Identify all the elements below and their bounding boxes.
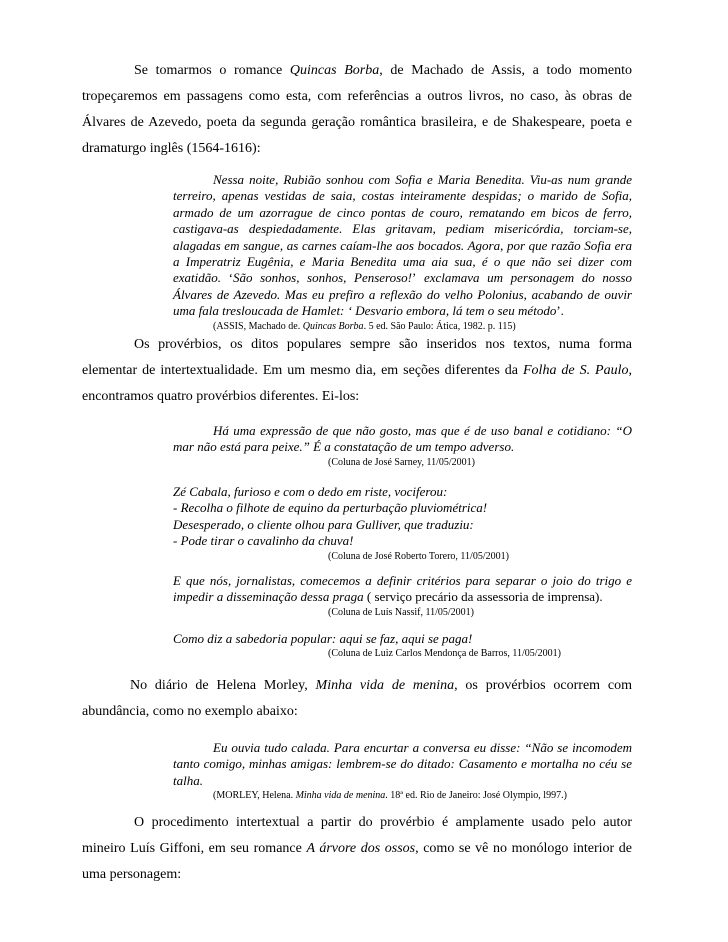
q6-citation-title: Minha vida de menina (295, 790, 386, 802)
q4-text: E que nós, jornalistas, comecemos a definir critérios para separar o joio do trigo e impedir a disseminação dessa praga (173, 573, 632, 605)
p1-text-after: , de Machado de Assis, a todo momento tropeçaremos em passagens como esta, com referências a outros livros, no caso, às obras de Álvares de Azevedo, poeta da segunda geração romântica brasileira, e de Shakespeare, poeta e dramaturgo inglês (1564-1616): (82, 63, 632, 156)
p4-text-before: O procedimento intertextual a partir do provérbio é amplamente usado pelo autor mineiro Luís Giffoni, em seu romance (82, 815, 632, 856)
paragraph-3 (82, 673, 632, 725)
q3-line: - Pode tirar o cavalinho da chuva! (173, 533, 354, 549)
q1-text: Nessa noite, Rubião sonhou com Sofia e Maria Benedita. Viu-as num grande terreiro, apenas vestidas de saia, costas inteiramente despidas; o marido de Sofia, armado de um azorrague de cinco pontas de couro, rematando em bicos de ferro, castigava-as despiedadamente. Elas gritavam, pediam misericórdia, torciam-se, alagadas em sangue, as carnes caíam-lhe aos bocados. Agora, por que razão Sofia era a Imperatriz Eugênia, e Maria Benedita uma aia sua, é o que não sei dizer com exatidão. (173, 172, 632, 286)
q3-line: Desesperado, o cliente olhou para Gulliver, que traduziu: (173, 516, 474, 532)
quote-sarney (173, 423, 632, 470)
q6-text: Eu ouvia tudo calada. Para encurtar a conversa eu disse: “Não se incomodem tanto comigo, minhas amigas: lembrem-se do ditado: Casamento e mortalha no céu se talha. (173, 740, 632, 788)
q5-citation: (Coluna de Luiz Carlos Mendonça de Barros, 11/05/2001) (328, 648, 561, 660)
p1-text-before: Se tomarmos o romance (134, 63, 290, 78)
q5-text: Como diz a sabedoria popular: aqui se faz, aqui se paga! (173, 631, 473, 646)
q4-citation: (Coluna de Luís Nassif, 11/05/2001) (328, 606, 475, 618)
p3-text-after: , os provérbios ocorrem com abundância, como no exemplo abaixo: (82, 678, 632, 719)
p2-text-before: Os provérbios, os ditos populares sempre são inseridos nos textos, numa forma elementar de intertextualidade. Em um mesmo dia, em seções diferentes da (82, 337, 632, 378)
q4-text-plain: ( serviço precário da assessoria de imprensa). (363, 589, 603, 605)
q1-quote-open: ‘ (228, 270, 233, 286)
q3-citation: (Coluna de José Roberto Torero, 11/05/2001) (328, 550, 509, 562)
q6-citation-before: (MORLEY, Helena. (213, 790, 296, 802)
quote-torero (173, 484, 632, 564)
q1-text-end: ’. (556, 303, 564, 319)
p4-text-after: , como se vê no monólogo interior de uma personagem: (82, 841, 632, 882)
quote-morley (173, 740, 632, 803)
p4-title-arvore: A árvore dos ossos (306, 841, 416, 856)
quote-mendonca (173, 631, 632, 661)
q2-citation: (Coluna de José Sarney, 11/05/2001) (328, 456, 476, 468)
quote-quincas-borba (173, 172, 632, 334)
q1-quoted-text: São sonhos, sonhos, Penseroso! (232, 270, 413, 286)
p3-text-before: No diário de Helena Morley, (130, 678, 316, 693)
q1-citation-title: Quincas Borba (302, 320, 364, 332)
q1-citation-before: (ASSIS, Machado de. (213, 320, 303, 332)
q6-citation-after: . 18ª ed. Rio de Janeiro: José Olympio, l997.) (385, 790, 567, 802)
paragraph-1 (82, 58, 632, 162)
q1-citation-after: . 5 ed. São Paulo: Ática, 1982. p. 115) (363, 320, 516, 332)
p3-title-minha-vida: Minha vida de menina (315, 678, 455, 693)
p2-text-after: , encontramos quatro provérbios diferentes. Ei-los: (82, 363, 632, 404)
q2-text: Há uma expressão de que não gosto, mas que é de uso banal e cotidiano: “O mar não está para peixe.” É a constatação de um tempo adverso. (173, 423, 632, 455)
q1-quote-close: ’ (412, 270, 417, 286)
p1-title-quincas-borba: Quincas Borba (289, 63, 380, 78)
paragraph-4 (82, 810, 632, 888)
quote-nassif (173, 573, 632, 620)
q1-text-mid: exclamava um personagem do nosso Álvares de Azevedo. Mas eu prefiro a reflexão do velho Polonius, acabando de ouvir uma fala tresloucada de Hamlet: ‘ Desvario embora, lá tem o seu método (173, 270, 632, 319)
p2-title-folha: Folha de S. Paulo (523, 363, 629, 378)
q6-citation (173, 789, 632, 803)
paragraph-2 (82, 332, 632, 410)
q3-line: Zé Cabala, furioso e com o dedo em riste, vociferou: (173, 484, 448, 499)
q3-line: - Recolha o filhote de equino da perturbação pluviométrica! (173, 500, 488, 516)
